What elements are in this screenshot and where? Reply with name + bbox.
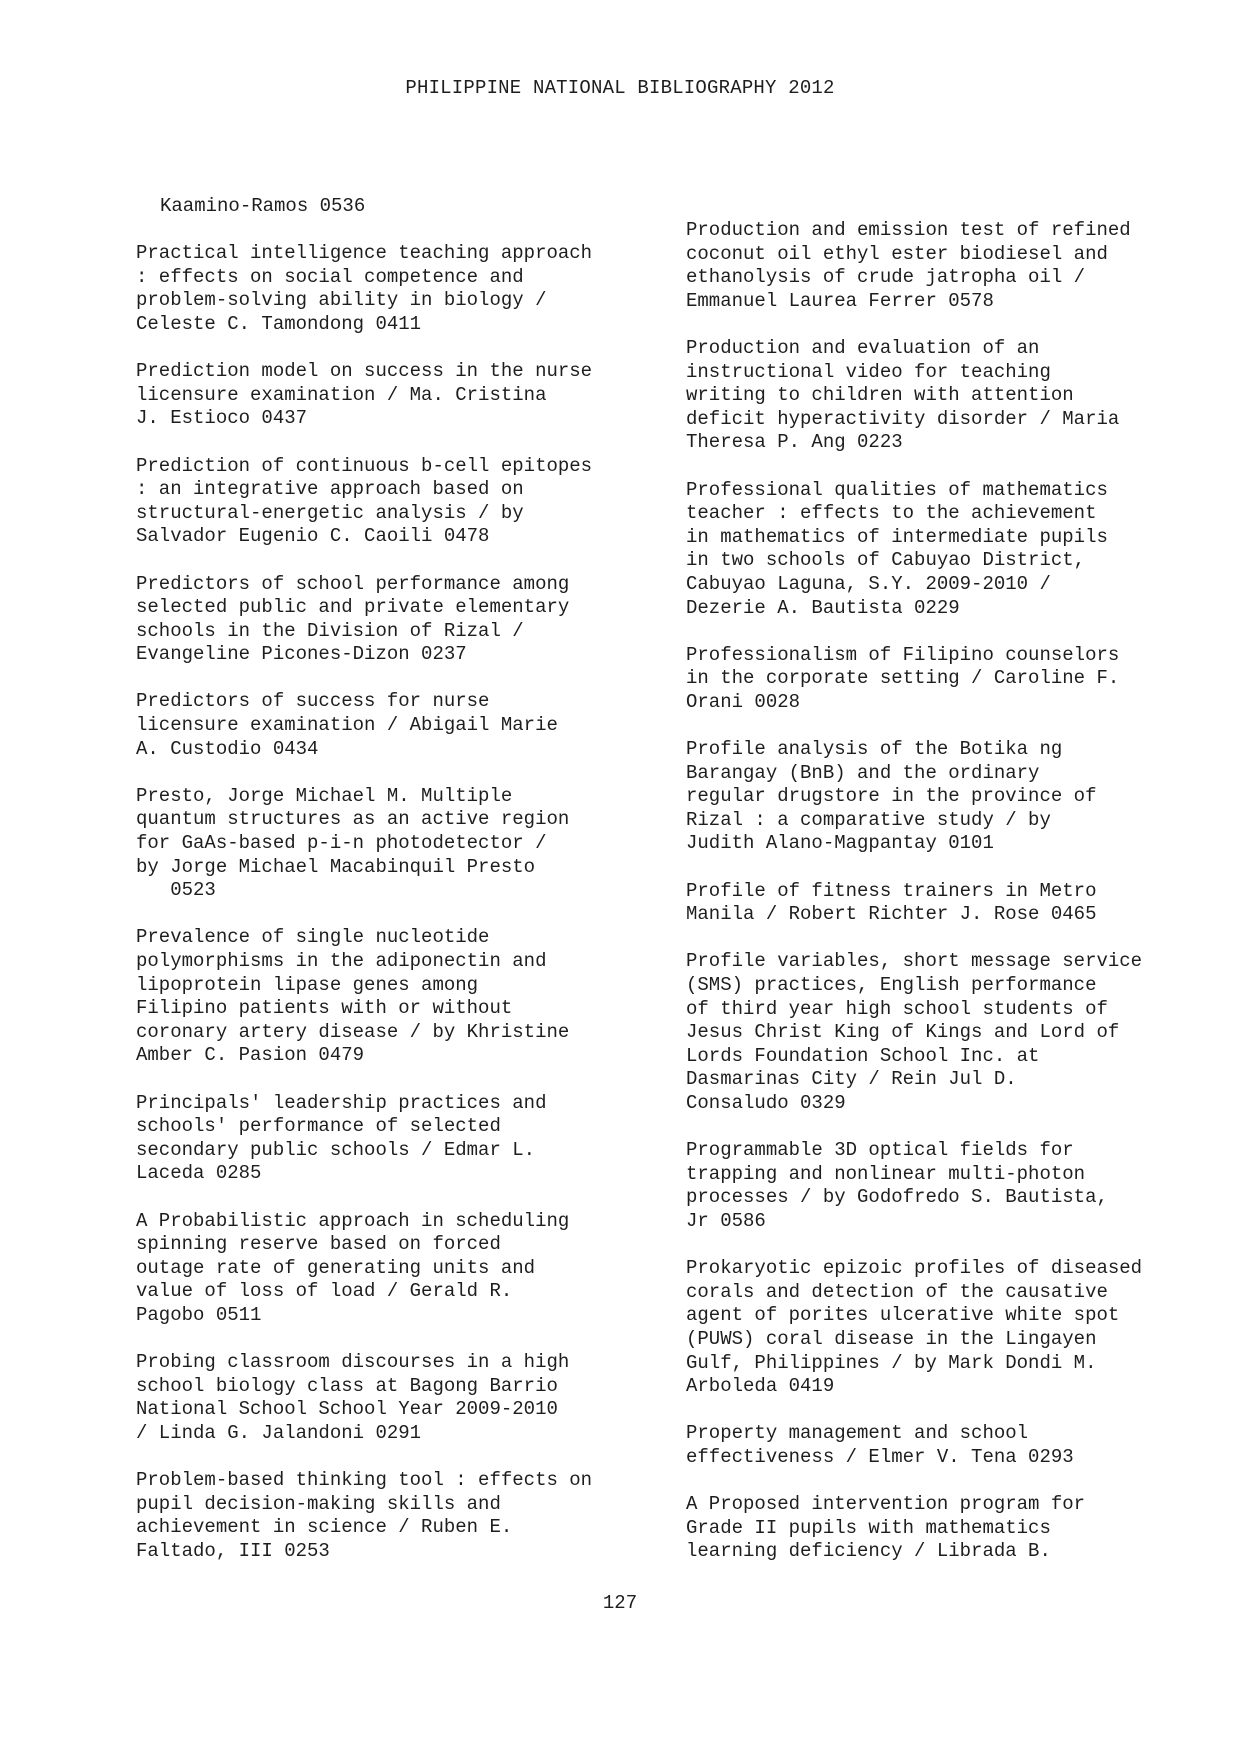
bibliography-entry <box>686 738 1226 856</box>
entry-line: Problem-based thinking tool : effects on <box>136 1469 593 1492</box>
entry-line: Rizal : a comparative study / by <box>686 808 1051 831</box>
entry-line: Profile of fitness trainers in Metro <box>686 879 1097 902</box>
entry-line: schools' performance of selected <box>136 1115 501 1138</box>
entry-line: Practical intelligence teaching approach <box>136 242 593 265</box>
entry-line: regular drugstore in the province of <box>686 785 1097 808</box>
entry-line: (SMS) practices, English performance <box>686 974 1097 996</box>
entry-line: outage rate of generating units and <box>136 1256 536 1279</box>
entry-line: Gulf, Philippines / by Mark Dondi M. <box>686 1351 1097 1374</box>
entry-line: Jr 0586 <box>686 1209 766 1232</box>
entry-line: coronary artery disease / by Khristine <box>136 1020 570 1043</box>
entry-line: in two schools of Cabuyao District, <box>686 549 1086 572</box>
bibliography-entry <box>136 1469 676 1563</box>
entry-line: Celeste C. Tamondong 0411 <box>136 312 422 335</box>
entry-line: A Probabilistic approach in scheduling <box>136 1209 570 1232</box>
bibliography-entry <box>136 242 676 336</box>
entry-line: Professionalism of Filipino counselors <box>686 643 1120 666</box>
entry-line: Production and evaluation of an <box>686 336 1040 359</box>
entry-line: Judith Alano-Magpantay 0101 <box>686 832 994 855</box>
entry-line: corals and detection of the causative <box>686 1280 1108 1303</box>
entry-line: trapping and nonlinear multi-photon <box>686 1162 1086 1185</box>
entry-line: Arboleda 0419 <box>686 1375 835 1398</box>
entry-line: quantum structures as an active region <box>136 808 570 831</box>
entry-line: selected public and private elementary <box>136 596 570 619</box>
entry-line: school biology class at Bagong Barrio <box>136 1374 558 1397</box>
bibliography-entry <box>136 926 676 1068</box>
entry-line: Dezerie A. Bautista 0229 <box>686 596 960 619</box>
left-column <box>136 195 676 1587</box>
entry-line: Professional qualities of mathematics <box>686 478 1108 501</box>
bibliography-entry <box>686 479 1226 621</box>
bibliography-entry <box>686 337 1226 455</box>
entry-line: effectiveness / Elmer V. Tena 0293 <box>686 1445 1074 1468</box>
entry-line: teacher : effects to the achievement <box>686 502 1097 525</box>
entry-line: coconut oil ethyl ester biodiesel and <box>686 242 1108 265</box>
bibliography-entry <box>686 219 1226 313</box>
entry-line: Prediction model on success in the nurse <box>136 360 593 383</box>
entry-line: lipoprotein lipase genes among <box>136 973 479 996</box>
entry-line: pupil decision-making skills and <box>136 1492 501 1515</box>
entry-line: Property management and school <box>686 1422 1029 1445</box>
entry-line: problem-solving ability in biology / <box>136 289 547 312</box>
entry-line: polymorphisms in the adiponectin and <box>136 950 547 972</box>
page-number: 127 <box>602 1592 638 1614</box>
entry-line: achievement in science / Ruben E. <box>136 1516 513 1539</box>
entry-line: Production and emission test of refined <box>686 219 1131 241</box>
entry-line: structural-energetic analysis / by <box>136 501 524 524</box>
continued-entry: Kaamino-Ramos 0536 <box>160 195 366 217</box>
bibliography-entry <box>686 950 1226 1115</box>
entry-line: Salvador Eugenio C. Caoili 0478 <box>136 525 490 548</box>
entry-line: in mathematics of intermediate pupils <box>686 525 1108 548</box>
entry-line: Grade II pupils with mathematics <box>686 1516 1051 1539</box>
entry-line: by Jorge Michael Macabinquil Presto <box>136 855 536 878</box>
bibliography-entry <box>136 1351 676 1445</box>
entry-line: J. Estioco 0437 <box>136 407 308 430</box>
entry-line: for GaAs-based p-i-n photodetector / <box>136 832 547 855</box>
entry-line: Presto, Jorge Michael M. Multiple <box>136 784 513 807</box>
entry-line: Pagobo 0511 <box>136 1303 262 1326</box>
bibliography-entry <box>136 573 676 667</box>
entry-line: 0523 <box>136 879 216 902</box>
entry-line: Predictors of success for nurse <box>136 690 490 713</box>
entry-line: licensure examination / Ma. Cristina <box>136 383 547 406</box>
entry-line: Cabuyao Laguna, S.Y. 2009-2010 / <box>686 572 1051 595</box>
bibliography-entry <box>686 1422 1226 1469</box>
entry-line: learning deficiency / Librada B. <box>686 1540 1051 1563</box>
entry-line: spinning reserve based on forced <box>136 1233 501 1256</box>
entry-line: / Linda G. Jalandoni 0291 <box>136 1421 422 1444</box>
bibliography-entry <box>686 644 1226 715</box>
entry-line: Laceda 0285 <box>136 1162 262 1185</box>
entry-line: Dasmarinas City / Rein Jul D. <box>686 1068 1017 1091</box>
right-entries-list <box>686 219 1226 1564</box>
entry-line: : effects on social competence and <box>136 265 524 288</box>
entry-line: Consaludo 0329 <box>686 1091 846 1114</box>
entry-line: Jesus Christ King of Kings and Lord of <box>686 1021 1120 1044</box>
bibliography-entry <box>136 1092 676 1186</box>
entry-line: Lords Foundation School Inc. at <box>686 1044 1040 1067</box>
entry-line: Faltado, III 0253 <box>136 1539 330 1562</box>
entry-line: agent of porites ulcerative white spot <box>686 1304 1120 1327</box>
entry-line: Programmable 3D optical fields for <box>686 1139 1074 1162</box>
bibliography-entry <box>686 880 1226 927</box>
entry-line: : an integrative approach based on <box>136 478 524 501</box>
entry-line: licensure examination / Abigail Marie <box>136 714 558 737</box>
bibliography-entry <box>136 360 676 431</box>
entry-line: (PUWS) coral disease in the Lingayen <box>686 1327 1097 1350</box>
entry-line: Theresa P. Ang 0223 <box>686 431 903 454</box>
entry-line: Profile variables, short message service <box>686 950 1143 973</box>
entry-line: processes / by Godofredo S. Bautista, <box>686 1186 1108 1209</box>
bibliography-entry <box>136 455 676 549</box>
entry-line: Filipino patients with or without <box>136 997 513 1020</box>
entry-line: Barangay (BnB) and the ordinary <box>686 761 1040 784</box>
entry-line: secondary public schools / Edmar L. <box>136 1138 536 1161</box>
bibliography-entry <box>686 1493 1226 1564</box>
bibliography-entry <box>686 1257 1226 1399</box>
entry-line: A Proposed intervention program for <box>686 1493 1086 1516</box>
entry-line: Profile analysis of the Botika ng <box>686 738 1063 761</box>
bibliography-entry <box>686 1139 1226 1233</box>
entry-line: Manila / Robert Richter J. Rose 0465 <box>686 903 1097 926</box>
page-header: PHILIPPINE NATIONAL BIBLIOGRAPHY 2012 <box>405 77 835 99</box>
left-entries-list <box>136 242 676 1563</box>
entry-line: A. Custodio 0434 <box>136 737 319 760</box>
bibliography-entry <box>136 785 676 903</box>
entry-line: Predictors of school performance among <box>136 572 570 595</box>
right-column <box>686 219 1226 1587</box>
entry-line: Emmanuel Laurea Ferrer 0578 <box>686 289 994 312</box>
entry-line: Prokaryotic epizoic profiles of diseased <box>686 1257 1143 1280</box>
bibliography-entry <box>136 690 676 761</box>
entry-line: schools in the Division of Rizal / <box>136 619 524 642</box>
entry-line: value of loss of load / Gerald R. <box>136 1280 513 1303</box>
entry-line: Amber C. Pasion 0479 <box>136 1044 365 1067</box>
entry-line: National School School Year 2009-2010 <box>136 1398 558 1421</box>
bibliography-entry <box>136 1210 676 1328</box>
entry-line: Prediction of continuous b-cell epitopes <box>136 454 593 477</box>
entry-line: writing to children with attention <box>686 384 1074 407</box>
entry-line: Evangeline Picones-Dizon 0237 <box>136 643 467 666</box>
entry-line: in the corporate setting / Caroline F. <box>686 667 1120 690</box>
entry-line: Principals' leadership practices and <box>136 1091 547 1114</box>
entry-line: ethanolysis of crude jatropha oil / <box>686 266 1086 289</box>
entry-line: Probing classroom discourses in a high <box>136 1351 570 1374</box>
entry-line: deficit hyperactivity disorder / Maria <box>686 407 1120 430</box>
entry-line: Orani 0028 <box>686 690 801 713</box>
entry-line: instructional video for teaching <box>686 360 1051 383</box>
entry-line: Prevalence of single nucleotide <box>136 926 490 949</box>
entry-line: of third year high school students of <box>686 997 1108 1020</box>
